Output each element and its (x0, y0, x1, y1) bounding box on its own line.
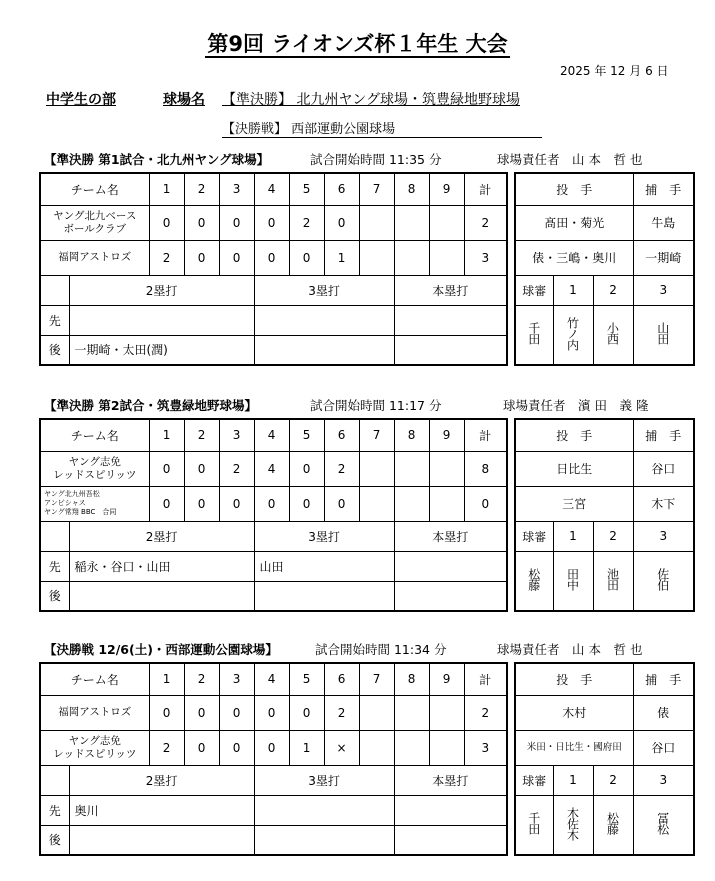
team-name (40, 451, 149, 486)
venue-semi: 【準決勝】 北九州ヤング球場・筑豊緑地野球場 (222, 92, 521, 108)
inning-score: 0 (219, 205, 254, 240)
hits-corner (40, 275, 69, 305)
umpire-cell (553, 551, 593, 611)
inning-header: 1 (149, 173, 184, 205)
base-umpire-header: 3 (633, 275, 694, 305)
inning-score (394, 240, 429, 275)
pitcher-names: 俵・三嶋・奥川 (515, 240, 633, 275)
inning-score (429, 695, 464, 730)
game-manager: 球場責任者 濱 田 義 隆 (503, 398, 649, 413)
umpire-name: 千田 (526, 322, 541, 345)
umpire-cell (593, 551, 633, 611)
inning-header: 5 (289, 419, 324, 451)
team-header: チーム名 (40, 419, 149, 451)
inning-score: 0 (324, 486, 359, 521)
inning-score: 2 (289, 205, 324, 240)
homerun-hits (394, 335, 507, 365)
umpire-header: 球審 (515, 521, 553, 551)
triple-hits (254, 581, 394, 611)
score-table (39, 418, 508, 612)
pitcher-header: 投 手 (515, 419, 633, 451)
battery-table (514, 172, 695, 366)
inning-score: 0 (254, 486, 289, 521)
homerun-hits (394, 795, 507, 825)
umpire-cell (553, 305, 593, 365)
pitcher-names: 髙田・菊光 (515, 205, 633, 240)
inning-header: 9 (429, 173, 464, 205)
inning-score (429, 730, 464, 765)
base-umpire-header: 1 (553, 275, 593, 305)
inning-score: 0 (184, 730, 219, 765)
inning-score (394, 451, 429, 486)
inning-header: 1 (149, 663, 184, 695)
double-hits: 稲永・谷口・山田 (69, 551, 254, 581)
team-name (40, 240, 149, 275)
umpire-header: 球審 (515, 275, 553, 305)
catcher-name: 木下 (633, 486, 694, 521)
hits-corner (40, 521, 69, 551)
inning-score: 2 (149, 240, 184, 275)
division: 中学生の部 (46, 92, 116, 108)
pitcher-header: 投 手 (515, 663, 633, 695)
pitcher-header: 投 手 (515, 173, 633, 205)
hits-corner (40, 765, 69, 795)
umpire-cell (593, 795, 633, 855)
inning-score (359, 486, 394, 521)
team-name-text: ヤング北九ベース ボールクラブ (53, 209, 137, 235)
inning-header: 3 (219, 173, 254, 205)
inning-score: 0 (324, 205, 359, 240)
catcher-name: 俵 (633, 695, 694, 730)
catcher-name: 一期崎 (633, 240, 694, 275)
inning-header: 6 (324, 173, 359, 205)
base-umpire-header: 3 (633, 521, 694, 551)
triple-hits: 山田 (254, 551, 394, 581)
inning-score: 0 (149, 205, 184, 240)
inning-header: 2 (184, 663, 219, 695)
double-hits: 奥川 (69, 795, 254, 825)
inning-score: 0 (289, 695, 324, 730)
inning-score: 0 (149, 486, 184, 521)
inning-score: 0 (184, 695, 219, 730)
game-start-time: 試合開始時間 11:34 分 (315, 642, 447, 657)
inning-score (359, 730, 394, 765)
inning-score (429, 205, 464, 240)
double-header: 2塁打 (69, 521, 254, 551)
inning-header: 8 (394, 419, 429, 451)
half-label: 後 (40, 581, 69, 611)
inning-header: 4 (254, 663, 289, 695)
catcher-header: 捕 手 (633, 173, 694, 205)
team-total: 2 (464, 205, 507, 240)
umpire-name: 松藤 (605, 812, 620, 835)
pitcher-names: 三宮 (515, 486, 633, 521)
double-hits (69, 305, 254, 335)
umpire-name: 田中 (565, 568, 580, 591)
half-label: 後 (40, 335, 69, 365)
homerun-header: 本塁打 (394, 521, 507, 551)
inning-header: 7 (359, 419, 394, 451)
inning-score: 2 (324, 451, 359, 486)
half-label: 後 (40, 825, 69, 855)
game-start-time: 試合開始時間 11:17 分 (310, 398, 442, 413)
umpire-cell (633, 305, 694, 365)
inning-score: 1 (324, 240, 359, 275)
inning-score: 0 (219, 240, 254, 275)
team-header: チーム名 (40, 663, 149, 695)
triple-hits (254, 305, 394, 335)
game-start-time: 試合開始時間 11:35 分 (310, 152, 442, 167)
base-umpire-header: 1 (553, 765, 593, 795)
catcher-name: 谷口 (633, 451, 694, 486)
inning-score: 0 (254, 240, 289, 275)
triple-hits (254, 335, 394, 365)
total-header: 計 (464, 173, 507, 205)
team-header: チーム名 (40, 173, 149, 205)
double-header: 2塁打 (69, 765, 254, 795)
battery-table (514, 662, 695, 856)
triple-header: 3塁打 (254, 275, 394, 305)
triple-hits (254, 825, 394, 855)
inning-score: 1 (289, 730, 324, 765)
date: 2025 年 12 月 6 日 (560, 64, 669, 78)
umpire-cell (515, 305, 553, 365)
inning-score (429, 240, 464, 275)
umpire-cell (515, 551, 553, 611)
double-hits (69, 581, 254, 611)
inning-score: 2 (324, 695, 359, 730)
total-header: 計 (464, 663, 507, 695)
homerun-hits (394, 305, 507, 335)
inning-score (394, 205, 429, 240)
game-manager: 球場責任者 山 本 哲 也 (497, 152, 643, 167)
team-name-text: ヤング北九州吾松 アンビシャス ヤング常翔 BBC 合同 (44, 490, 117, 516)
battery-table (514, 418, 695, 612)
inning-score: 0 (254, 695, 289, 730)
team-name-text: ヤング志免 レッドスピリッツ (53, 455, 137, 481)
umpire-name: 竹ノ内 (565, 316, 580, 350)
inning-score: 0 (289, 486, 324, 521)
umpire-cell (633, 551, 694, 611)
inning-score (394, 730, 429, 765)
umpire-name: 木佐木 (565, 806, 580, 840)
inning-header: 4 (254, 173, 289, 205)
inning-header: 7 (359, 663, 394, 695)
inning-score: 0 (149, 695, 184, 730)
inning-score (359, 451, 394, 486)
catcher-name: 谷口 (633, 730, 694, 765)
inning-header: 7 (359, 173, 394, 205)
inning-header: 5 (289, 173, 324, 205)
umpire-name: 冨松 (655, 812, 670, 835)
homerun-hits (394, 825, 507, 855)
base-umpire-header: 2 (593, 521, 633, 551)
inning-score: 0 (184, 451, 219, 486)
inning-score (429, 486, 464, 521)
half-label: 先 (40, 305, 69, 335)
umpire-cell (633, 795, 694, 855)
umpire-name: 佐伯 (655, 568, 670, 591)
inning-score: 0 (149, 451, 184, 486)
inning-score (394, 486, 429, 521)
base-umpire-header: 2 (593, 275, 633, 305)
inning-score: 0 (289, 240, 324, 275)
inning-score: 2 (219, 451, 254, 486)
umpire-name: 松藤 (526, 568, 541, 591)
team-name (40, 486, 149, 521)
triple-header: 3塁打 (254, 765, 394, 795)
umpire-header: 球審 (515, 765, 553, 795)
inning-score: 0 (184, 240, 219, 275)
team-total: 2 (464, 695, 507, 730)
inning-score: 4 (254, 451, 289, 486)
inning-header: 1 (149, 419, 184, 451)
inning-score (394, 695, 429, 730)
inning-score (429, 451, 464, 486)
inning-score (359, 205, 394, 240)
team-name (40, 730, 149, 765)
inning-score: 0 (254, 730, 289, 765)
inning-header: 3 (219, 663, 254, 695)
inning-header: 8 (394, 173, 429, 205)
game-manager: 球場責任者 山 本 哲 也 (497, 642, 643, 657)
inning-score (359, 695, 394, 730)
catcher-name: 牛島 (633, 205, 694, 240)
half-label: 先 (40, 795, 69, 825)
homerun-header: 本塁打 (394, 765, 507, 795)
score-table (39, 662, 508, 856)
team-total: 3 (464, 730, 507, 765)
team-total: 0 (464, 486, 507, 521)
umpire-cell (515, 795, 553, 855)
team-name (40, 205, 149, 240)
homerun-hits (394, 551, 507, 581)
umpire-name: 小西 (605, 322, 620, 345)
inning-header: 4 (254, 419, 289, 451)
team-total: 3 (464, 240, 507, 275)
team-total: 8 (464, 451, 507, 486)
inning-score: 0 (219, 695, 254, 730)
team-name-text: ヤング志免 レッドスピリッツ (53, 734, 137, 760)
homerun-hits (394, 581, 507, 611)
inning-score: 0 (254, 205, 289, 240)
base-umpire-header: 3 (633, 765, 694, 795)
double-header: 2塁打 (69, 275, 254, 305)
triple-header: 3塁打 (254, 521, 394, 551)
umpire-name: 池田 (605, 568, 620, 591)
inning-header: 6 (324, 419, 359, 451)
score-table (39, 172, 508, 366)
total-header: 計 (464, 419, 507, 451)
inning-score: × (324, 730, 359, 765)
game-title: 【準決勝 第2試合・筑豊緑地野球場】 (44, 398, 258, 413)
venue-final: 【決勝戦】 西部運動公園球場 (222, 118, 542, 138)
double-hits (69, 825, 254, 855)
inning-score: 0 (184, 486, 219, 521)
base-umpire-header: 2 (593, 765, 633, 795)
game-title: 【準決勝 第1試合・北九州ヤング球場】 (44, 152, 270, 167)
triple-hits (254, 795, 394, 825)
umpire-name: 山田 (655, 322, 670, 345)
team-name (40, 695, 149, 730)
pitcher-names: 米田・日比生・國府田 (515, 730, 633, 765)
inning-score: 0 (219, 730, 254, 765)
team-name-text: 福岡アストロズ (58, 251, 132, 263)
inning-score: 0 (219, 486, 254, 521)
pitcher-names: 日比生 (515, 451, 633, 486)
half-label: 先 (40, 551, 69, 581)
umpire-cell (593, 305, 633, 365)
team-name-text: 福岡アストロズ (58, 706, 132, 718)
inning-score: 0 (184, 205, 219, 240)
inning-header: 9 (429, 419, 464, 451)
inning-score: 2 (149, 730, 184, 765)
inning-header: 2 (184, 419, 219, 451)
inning-header: 6 (324, 663, 359, 695)
double-hits: 一期崎・太田(潤) (69, 335, 254, 365)
venue-label: 球場名 (163, 92, 205, 108)
umpire-cell (553, 795, 593, 855)
pitcher-names: 木村 (515, 695, 633, 730)
game-title: 【決勝戦 12/6(土)・西部運動公園球場】 (44, 642, 278, 657)
catcher-header: 捕 手 (633, 419, 694, 451)
inning-score (359, 240, 394, 275)
umpire-name: 千田 (526, 812, 541, 835)
inning-header: 3 (219, 419, 254, 451)
inning-header: 2 (184, 173, 219, 205)
catcher-header: 捕 手 (633, 663, 694, 695)
inning-header: 5 (289, 663, 324, 695)
inning-score: 0 (289, 451, 324, 486)
page-title: 第9回 ライオンズ杯１年生 大会 (207, 32, 508, 56)
base-umpire-header: 1 (553, 521, 593, 551)
inning-header: 8 (394, 663, 429, 695)
homerun-header: 本塁打 (394, 275, 507, 305)
inning-header: 9 (429, 663, 464, 695)
